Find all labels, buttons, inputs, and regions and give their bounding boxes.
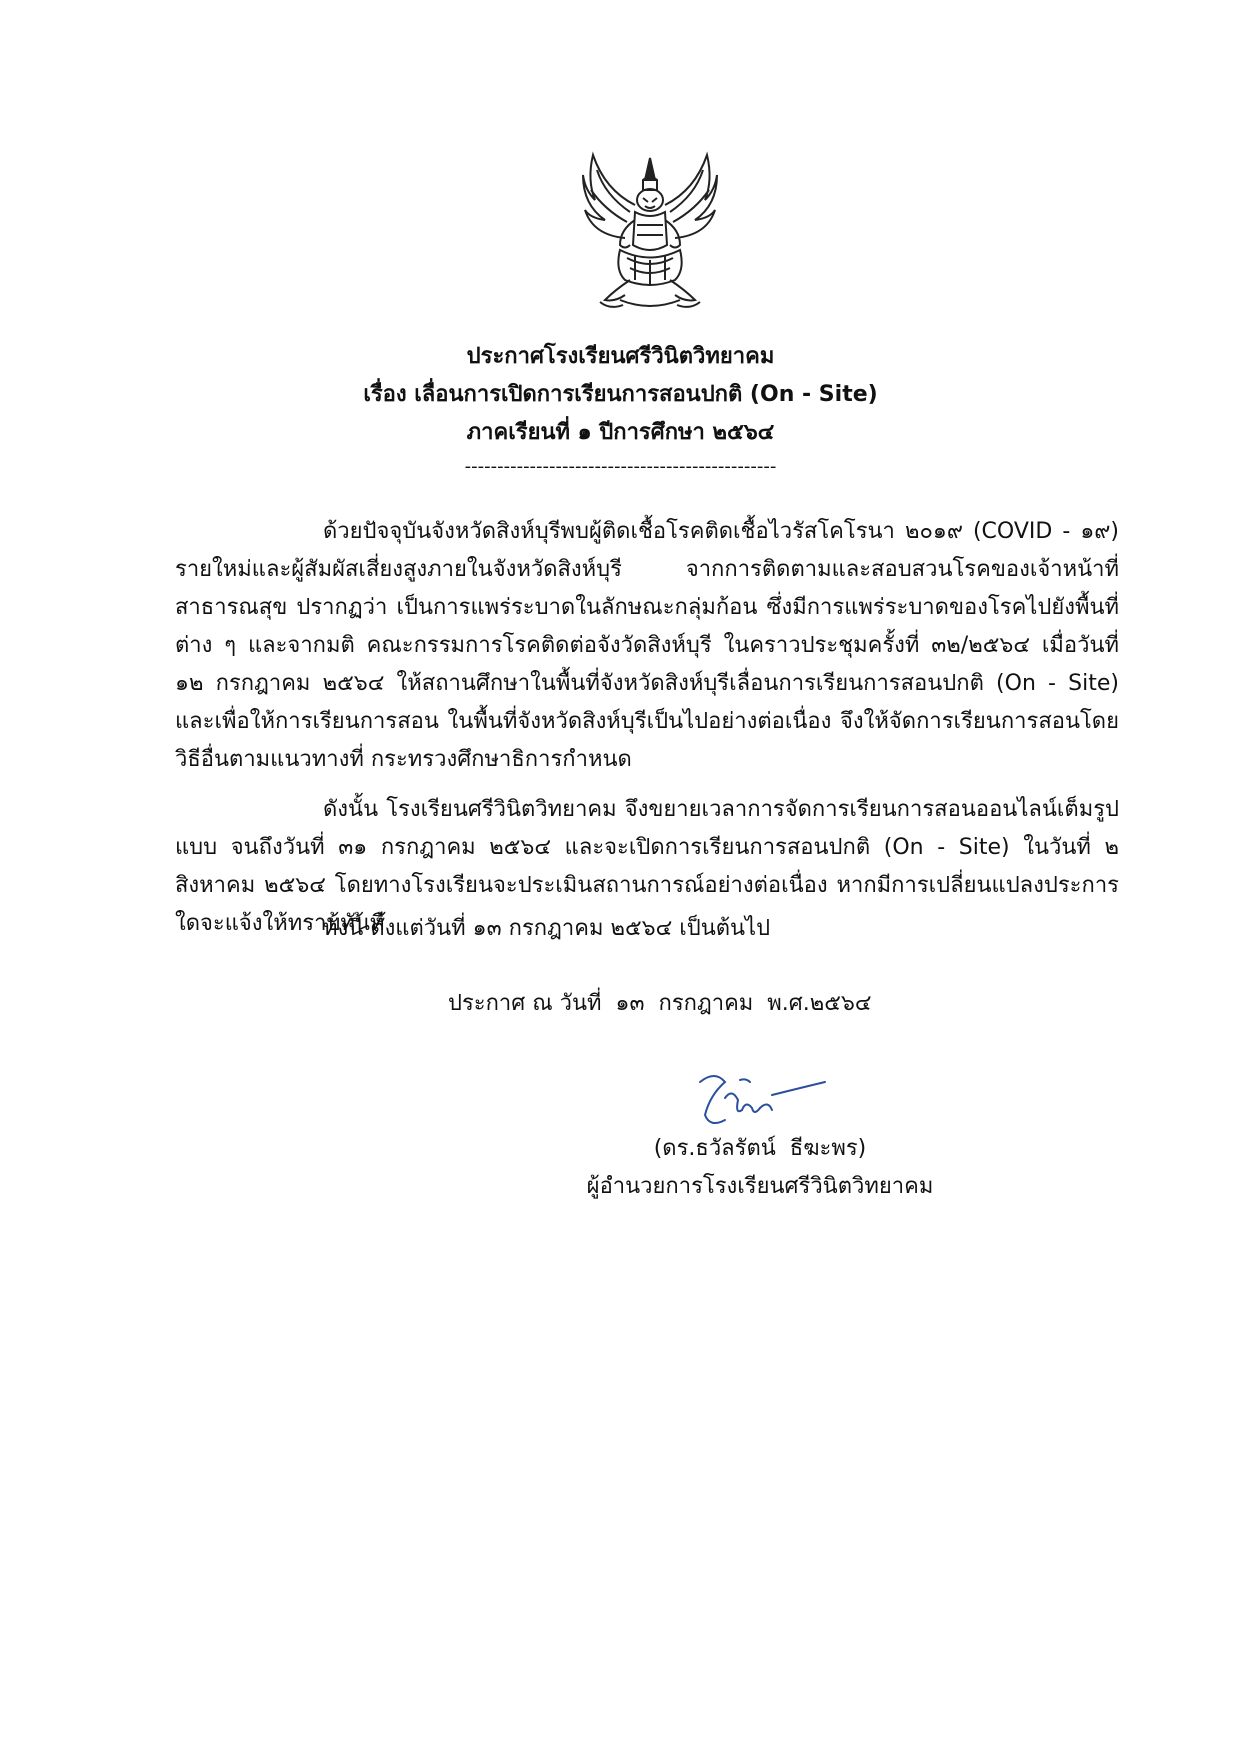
- announcement-header: [0, 338, 1241, 452]
- header-divider: ------------------------------------------------: [464, 456, 777, 477]
- header-line-2: เรื่อง เลื่อนการเปิดการเรียนการสอนปกติ (On - Site): [363, 382, 878, 407]
- body-paragraph-3: ทั้งนี้ ตั้งแต่วันที่ ๑๓ กรกฎาคม ๒๕๖๔ เป็นต้นไป: [323, 916, 771, 941]
- header-line-3: ภาคเรียนที่ ๑ ปีการศึกษา ๒๕๖๔: [466, 420, 775, 445]
- garuda-emblem-icon: [575, 150, 725, 315]
- signer-title: ผู้อำนวยการโรงเรียนศรีวินิตวิทยาคม: [586, 1174, 934, 1199]
- body-paragraph-1: ด้วยปัจจุบันจังหวัดสิงห์บุรีพบผู้ติดเชื้อโรคติดเชื้อไวรัสโคโรนา ๒๐๑๙ (COVID - ๑๙) รายใหม่และผู้สัมผัสเสี่ยงสูงภายในจังหวัดสิงห์บุรี จากการติดตามและสอบสวนโรคของเจ้าหน้าที่สาธารณสุข ปรากฏว่า เป็นการแพร่ระบาดในลักษณะกลุ่มก้อน ซึ่งมีการแพร่ระบาดของโรคไปยังพื้นที่ต่าง ๆ และจากมติ คณะกรรมการโรคติดต่อจังวัดสิงห์บุรี ในคราวประชุมครั้งที่ ๓๒/๒๕๖๔ เมื่อวันที่ ๑๒ กรกฎาคม ๒๕๖๔ ให้สถานศึกษาในพื้นที่จังหวัดสิงห์บุรีเลื่อนการเรียนการสอนปกติ (On - Site) และเพื่อให้การเรียนการสอน ในพื้นที่จังหวัดสิงห์บุรีเป็นไปอย่างต่อเนื่อง จึงให้จัดการเรียนการสอนโดยวิธีอื่นตามแนวทางที่ กระทรวงศึกษาธิการกำหนด: [175, 519, 1119, 772]
- announcement-date: ประกาศ ณ วันที่ ๑๓ กรกฎาคม พ.ศ.๒๕๖๔: [448, 991, 872, 1016]
- signer-name: (ดร.ธวัลรัตน์ ธีฆะพร): [653, 1136, 867, 1161]
- header-line-1: ประกาศโรงเรียนศรีวินิตวิทยาคม: [466, 344, 775, 369]
- body-paragraph-2: ดังนั้น โรงเรียนศรีวินิตวิทยาคม จึงขยายเวลาการจัดการเรียนการสอนออนไลน์เต็มรูปแบบ จนถึงวันที่ ๓๑ กรกฎาคม ๒๕๖๔ และจะเปิดการเรียนการสอนปกติ (On - Site) ในวันที่ ๒ สิงหาคม ๒๕๖๔ โดยทางโรงเรียนจะประเมินสถานการณ์อย่างต่อเนื่อง หากมีการเปลี่ยนแปลงประการใดจะแจ้งให้ทราบทันที: [175, 797, 1119, 936]
- handwritten-signature-icon: [680, 1060, 830, 1135]
